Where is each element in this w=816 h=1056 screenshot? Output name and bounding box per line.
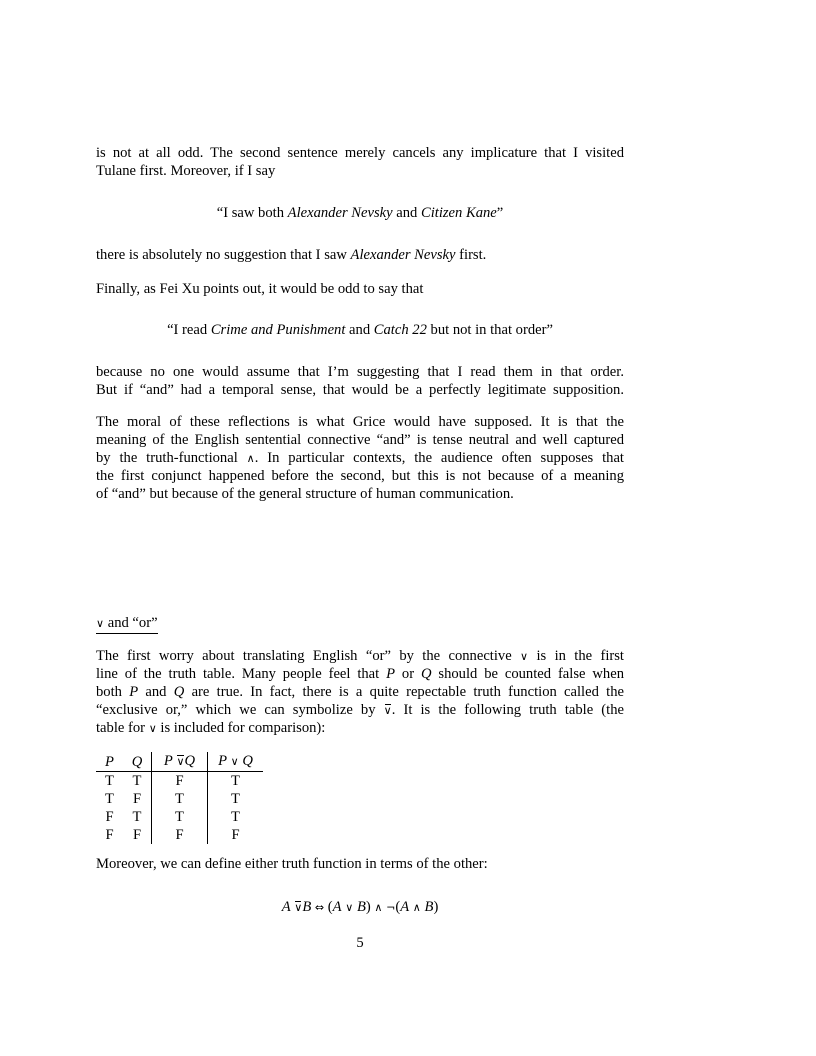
paragraph-exclusive-or: [96, 647, 624, 737]
section-heading: [96, 614, 158, 634]
variable-p: P: [129, 684, 139, 700]
variable-b: B: [424, 899, 434, 915]
paragraph-define: [96, 855, 624, 873]
text: . In particular contexts, the audience often supposes that: [254, 450, 624, 466]
text: is in the first: [528, 648, 624, 664]
text-line: [96, 449, 624, 467]
table-cell: T: [105, 791, 114, 807]
table-cell: F: [105, 809, 114, 825]
paren: (: [327, 899, 333, 915]
text-line: [96, 701, 624, 719]
quote-open: “I read: [167, 322, 211, 338]
or-symbol: ∨: [345, 901, 354, 914]
text-line: [96, 246, 624, 264]
variable-a: A: [332, 899, 342, 915]
table-cell: T: [152, 790, 208, 808]
text: and: [138, 684, 174, 700]
text-line: But if “and” had a temporal sense, that would be a perfectly legitimate supposition.: [96, 382, 624, 398]
table-cell: F: [105, 827, 114, 843]
text: first.: [455, 247, 487, 263]
variable-a: A: [281, 899, 291, 915]
variable-q: Q: [420, 666, 432, 682]
variable-q: Q: [173, 684, 185, 700]
text: . It is the following truth table (the: [391, 702, 624, 718]
and-symbol: ∧: [246, 452, 255, 465]
variable-p: P: [386, 666, 396, 682]
iff-symbol: ⇔: [314, 901, 325, 914]
truth-table: [96, 752, 263, 844]
or-symbol: ∨: [148, 722, 157, 735]
table-cell: T: [208, 772, 264, 791]
text: are true. In fact, there is a quite repectable truth function called the: [184, 684, 624, 700]
text-line: meaning of the English sentential connective “and” is tense neutral and well captured: [96, 432, 624, 448]
film-title: Citizen Kane: [420, 205, 497, 221]
table-cell: F: [152, 772, 208, 791]
variable-b: B: [356, 899, 366, 915]
text: both: [96, 684, 130, 700]
text-line: Tulane first. Moreover, if I say: [96, 163, 276, 179]
or-symbol: ∨: [96, 617, 105, 630]
truth-table-header: [96, 752, 263, 772]
variable-b: B: [302, 899, 312, 915]
and-symbol: ∧: [374, 901, 383, 914]
text: by the truth-functional: [96, 450, 247, 466]
text-line: the first conjunct happened before the second, but this is not because of a meaning: [96, 468, 624, 484]
quote-crime-catch22: [96, 321, 624, 339]
heading-text: and “or”: [104, 615, 158, 631]
text-line: [96, 719, 624, 737]
table-row: [96, 772, 263, 791]
table-cell: F: [132, 827, 142, 843]
quote-nevsky-kane: [96, 204, 624, 222]
table-row: [96, 790, 263, 808]
text: “exclusive or,” which we can symbolize by: [96, 702, 384, 718]
text: table for: [96, 720, 149, 736]
variable-q: Q: [184, 753, 196, 769]
header-q: [123, 752, 152, 772]
text: there is absolutely no suggestion that I saw: [96, 247, 351, 263]
paren: (: [395, 899, 401, 915]
text-line: The moral of these reflections is what Grice would have supposed. It is that the: [96, 414, 624, 430]
variable-p: P: [105, 753, 114, 770]
text: line of the truth table. Many people feel that: [96, 666, 387, 682]
paragraph-no-suggestion: [96, 246, 624, 264]
quote-close: but not in that order”: [426, 322, 553, 338]
variable-a: A: [400, 899, 410, 915]
text-line: Moreover, we can define either truth function in terms of the other:: [96, 856, 488, 872]
film-title: Alexander Nevsky: [287, 205, 393, 221]
table-cell: T: [105, 773, 114, 789]
variable-q: Q: [131, 753, 143, 770]
paren: ): [365, 899, 371, 915]
table-row: [96, 808, 263, 826]
table-cell: T: [208, 808, 264, 826]
text-line: is not at all odd. The second sentence merely cancels any implicature that I visited: [96, 145, 624, 161]
table-cell: T: [208, 790, 264, 808]
text-line: because no one would assume that I’m suggesting that I read them in that order.: [96, 364, 624, 380]
paragraph-temporal-sense: [96, 363, 624, 399]
text-line: [96, 683, 624, 701]
text: or: [395, 666, 421, 682]
variable-p: P: [163, 753, 173, 769]
table-cell: F: [152, 826, 208, 844]
variable-p: P: [218, 753, 227, 769]
paragraph-implicature: [96, 144, 624, 180]
header-p: [96, 752, 123, 772]
text-line: of “and” but because of the general structure of human communication.: [96, 486, 514, 502]
paren: ): [433, 899, 439, 915]
text: should be counted false when: [431, 666, 624, 682]
quote-open: “I saw both: [216, 205, 288, 221]
table-row: [96, 826, 263, 844]
text-line: Finally, as Fei Xu points out, it would be odd to say that: [96, 281, 424, 297]
table-cell: T: [152, 808, 208, 826]
xor-symbol: ∨: [294, 899, 302, 917]
paragraph-moral: [96, 413, 624, 503]
page-number: 5: [356, 935, 364, 951]
book-title: Crime and Punishment: [210, 322, 346, 338]
header-p-or-q: [208, 752, 264, 772]
text: The first worry about translating English “or” by the connective: [96, 648, 521, 664]
text-line: [96, 665, 624, 683]
quote-close: ”: [496, 205, 504, 221]
negation-symbol: ¬: [386, 901, 396, 914]
text: is included for comparison):: [156, 720, 326, 736]
quote-mid: and: [345, 322, 374, 338]
film-title: Alexander Nevsky: [350, 247, 456, 263]
text-line: [96, 647, 624, 665]
book-title: Catch 22: [373, 322, 427, 338]
variable-q: Q: [242, 753, 253, 769]
table-cell: T: [132, 773, 142, 789]
table-cell: F: [208, 826, 264, 844]
table-cell: T: [132, 809, 142, 825]
or-symbol: ∨: [230, 755, 239, 768]
formula-xor-definition: [96, 898, 624, 917]
xor-symbol: ∨: [384, 702, 392, 720]
xor-symbol: ∨: [176, 753, 184, 771]
and-symbol: ∧: [412, 901, 421, 914]
paragraph-fei-xu: [96, 280, 624, 298]
table-cell: F: [132, 791, 142, 807]
header-p-xor-q: [152, 752, 208, 772]
or-symbol: ∨: [520, 650, 529, 663]
quote-mid: and: [392, 205, 421, 221]
